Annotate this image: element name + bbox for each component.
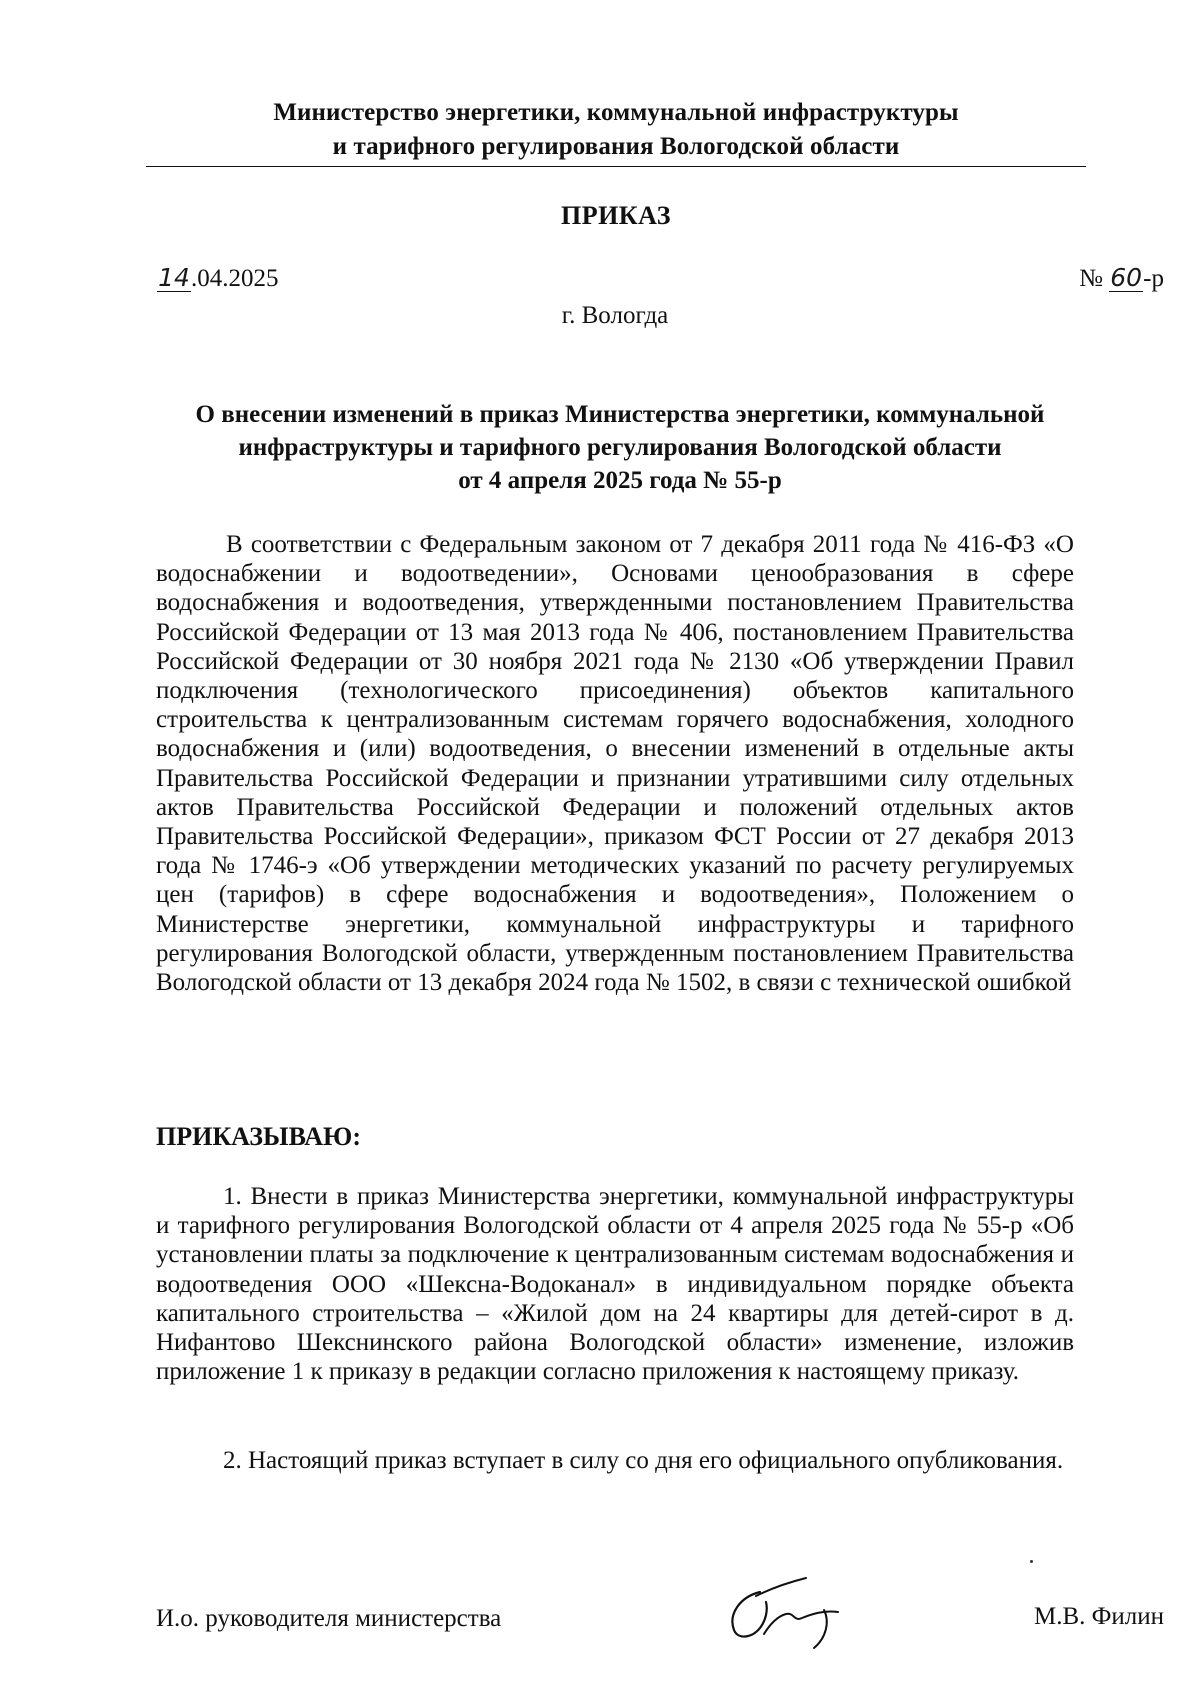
document-subject — [156, 398, 1084, 497]
subject-line-2: инфраструктуры и тарифного регулирования Вологодской области — [238, 434, 1002, 461]
signatory-name: М.В. Филин — [1033, 1603, 1164, 1630]
order-item-1: 1. Внести в приказ Министерства энергетики, коммунальной инфраструктуры и тарифного регулирования Вологодской области от 4 апреля 2025 года № 55-р «Об установлении платы за подключение к централизованным системам водоснабжения и водоотведения ООО «Шексна-Водоканал» в индивидуальном порядке объекта капитального строительства – «Жилой дом на 24 квартиры для детей-сирот в д. Нифантово Шекснинского района Вологодской области» изменение, изложив приложение 1 к приказу в редакции согласно приложения к настоящему приказу. — [156, 1183, 1074, 1386]
signature-dot — [1030, 1560, 1033, 1563]
document-number — [1079, 265, 1164, 293]
ministry-header-line-2: и тарифного регулирования Вологодской области — [332, 133, 900, 160]
subject-line-1: О внесении изменений в приказ Министерства энергетики, коммунальной — [195, 401, 1045, 428]
document-date — [157, 265, 279, 293]
ministry-header — [146, 96, 1086, 164]
number-suffix: -р — [1143, 265, 1164, 292]
date-rest: .04.2025 — [191, 265, 279, 292]
document-place: г. Вологда — [561, 302, 669, 329]
document-type: ПРИКАЗ — [560, 201, 672, 230]
number-prefix: № — [1079, 265, 1103, 292]
number-handwritten: 60 — [1110, 263, 1143, 292]
preamble-paragraph: В соответствии с Федеральным законом от 7 декабря 2011 года № 416-ФЗ «О водоснабжении и водоотведении», Основами ценообразования в сфере водоснабжения и водоотведения, утвержденными постановлением Правительства Российской Федерации от 13 мая 2013 года № 406, постановлением Правительства Российской Федерации от 30 ноября 2021 года № 2130 «Об утверждении Правил подключения (технологического присоединения) объектов капитального строительства к централизованным системам горячего водоснабжения, холодного водоснабжения и (или) водоотведения, о внесении изменений в отдельные акты Правительства Российской Федерации и признании утратившими силу отдельных актов Правительства Российской Федерации и положений отдельных актов Правительства Российской Федерации», приказом ФСТ России от 27 декабря 2013 года № 1746-э «Об утверждении методических указаний по расчету регулируемых цен (тарифов) в сфере водоснабжения и водоотведения», Положением о Министерстве энергетики, коммунальной инфраструктуры и тарифного регулирования Вологодской области, утвержденным постановлением Правительства Вологодской области от 13 декабря 2024 года № 1502, в связи с технической ошибкой — [156, 531, 1074, 997]
order-item-2: 2. Настоящий приказ вступает в силу со дня его официального опубликования. — [223, 1447, 1064, 1474]
order-word: ПРИКАЗЫВАЮ: — [156, 1122, 361, 1151]
date-day-handwritten: 14 — [158, 263, 190, 292]
ministry-header-line-1: Министерство энергетики, коммунальной инфраструктуры — [273, 99, 959, 126]
handwritten-signature — [720, 1552, 880, 1652]
header-divider — [146, 166, 1086, 167]
signatory-title: И.о. руководителя министерства — [156, 1605, 502, 1632]
subject-line-3: от 4 апреля 2025 года № 55-р — [458, 467, 782, 494]
